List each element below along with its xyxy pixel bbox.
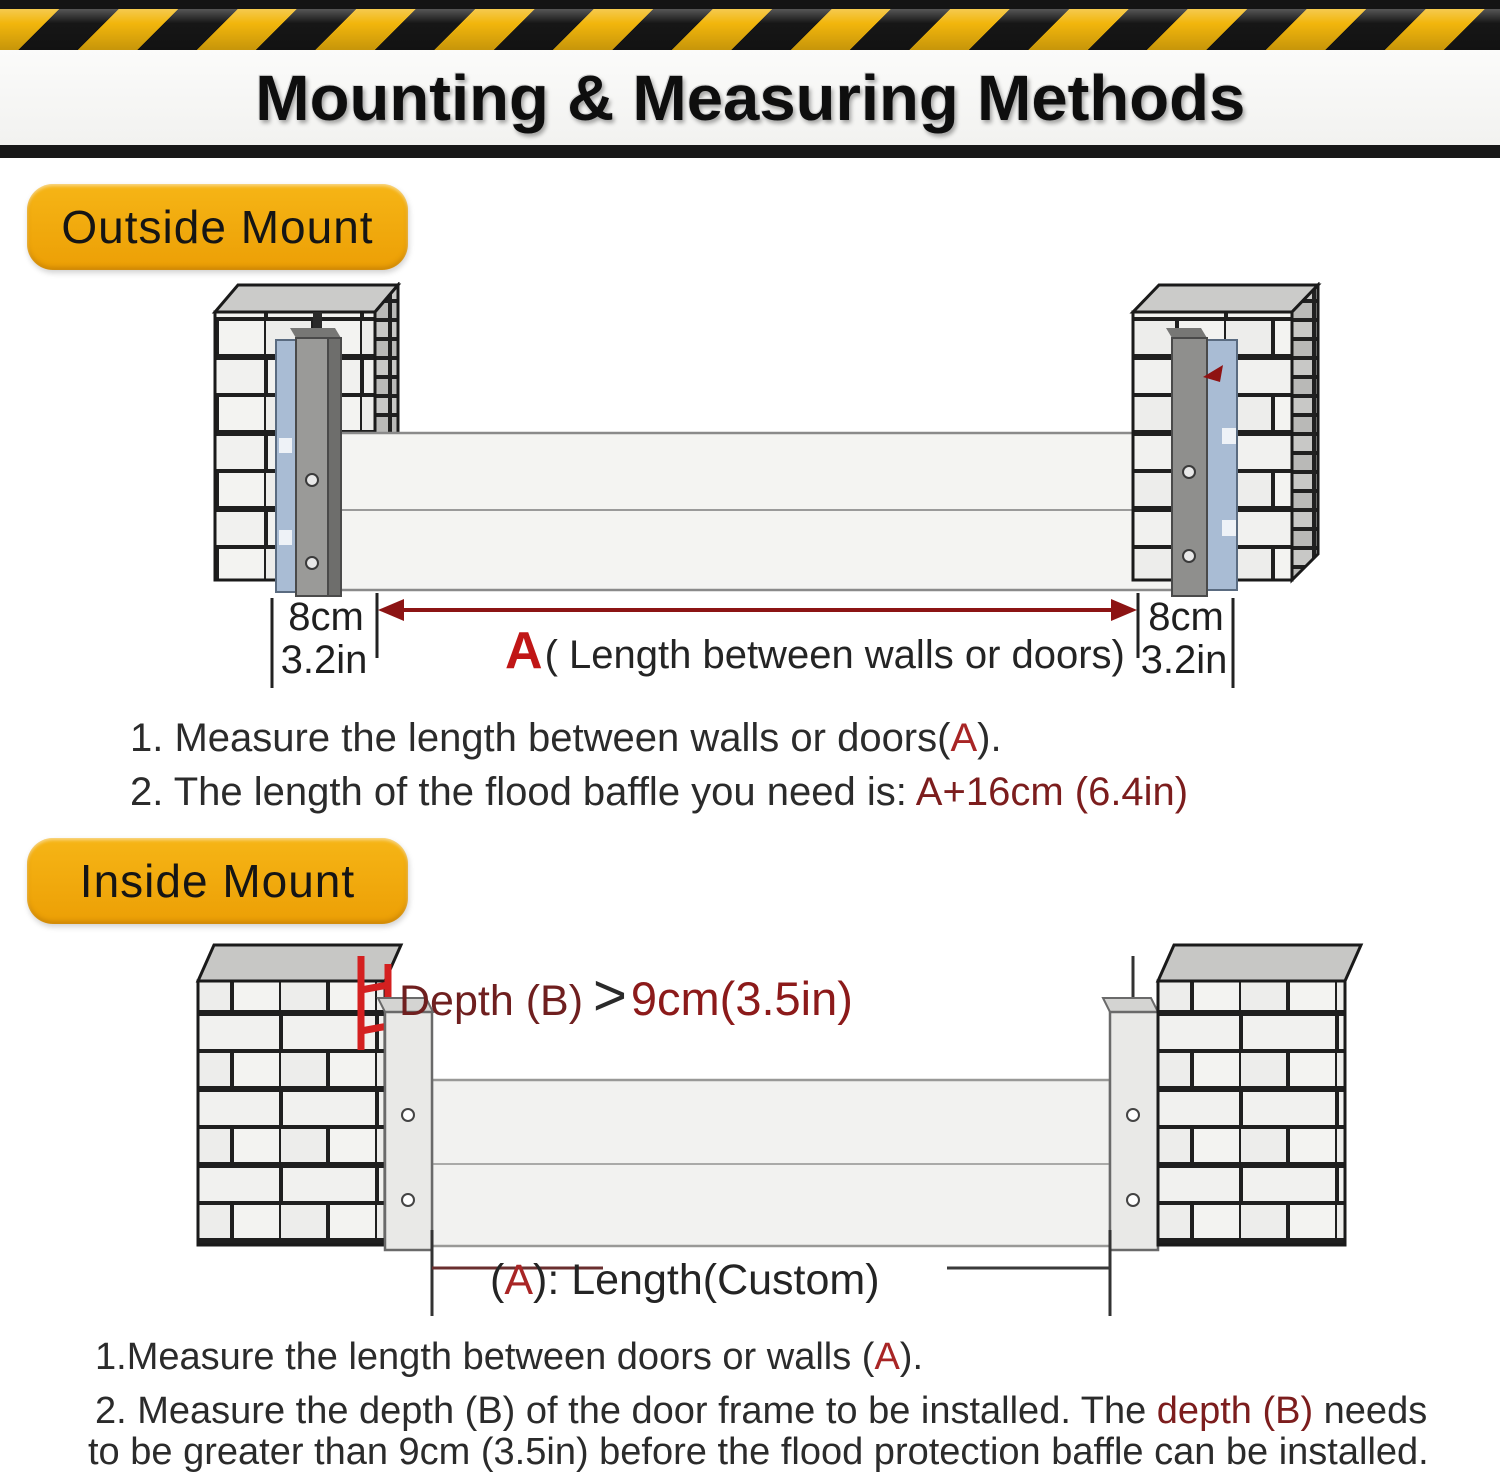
inside-step-1-text: 1.Measure the length between doors or walls ( [95, 1336, 875, 1378]
length-a-text: ( Length between walls or doors) [544, 633, 1125, 677]
depth-value: 9cm(3.5in) [630, 972, 853, 1025]
inside-step-1-a: A [874, 1336, 900, 1378]
screw-hole [306, 474, 318, 486]
measure-arrow [378, 599, 1137, 621]
title-band [0, 50, 1500, 145]
left-mounting-channel [290, 328, 341, 596]
left-offset-in: 3.2in [280, 638, 368, 682]
depth-label: Depth (B) [399, 977, 584, 1025]
inside-step-2-text: 2. Measure the depth (B) of the door frame to be installed. The [95, 1390, 1157, 1432]
length-custom-label [490, 1256, 880, 1305]
screw-hole [1183, 466, 1195, 478]
inside-step-2-depth: depth (B) [1156, 1390, 1314, 1432]
screw-hole [1127, 1109, 1139, 1121]
depth-requirement-label [399, 962, 853, 1029]
outside-step-2-formula: A+16cm (6.4in) [915, 770, 1189, 814]
right-offset-in: 3.2in [1140, 638, 1228, 682]
caution-tape-edge [0, 0, 1500, 9]
outside-mount-badge-label: Outside Mount [61, 201, 374, 253]
flood-barrier-panel [432, 1080, 1110, 1246]
length-a-letter: A [505, 622, 543, 680]
right-mounting-channel [1103, 956, 1158, 1250]
length-custom-text: ): Length(Custom) [533, 1256, 880, 1304]
caution-tape-stripes [0, 9, 1500, 50]
outside-step-2-text: 2. The length of the flood baffle you need is: [130, 770, 916, 814]
inside-step-2-line-2: to be greater than 9cm (3.5in) before the flood protection baffle can be installed. [88, 1431, 1429, 1473]
left-offset-cm: 8cm [288, 595, 364, 639]
inside-step-2-line-1 [95, 1390, 1427, 1433]
screw-hole [402, 1194, 414, 1206]
outside-step-1-end: ). [977, 716, 1002, 760]
length-custom-a: A [504, 1256, 534, 1304]
greater-than-sign: > [593, 963, 627, 1028]
right-offset-cm: 8cm [1148, 595, 1224, 639]
left-mounting-channel [378, 998, 433, 1250]
screw-hole [1127, 1194, 1139, 1206]
screw-hole [1183, 550, 1195, 562]
length-a-label [505, 621, 1125, 681]
outside-mount-badge [27, 184, 408, 270]
screw-hole [306, 557, 318, 569]
title-underline-bar [0, 145, 1500, 158]
outside-step-1 [130, 716, 1002, 761]
outside-step-2 [130, 770, 1188, 815]
outside-step-1-text: 1. Measure the length between walls or doors( [130, 716, 951, 760]
inside-step-1 [95, 1336, 923, 1379]
right-brick-pillar [1158, 945, 1361, 1245]
flood-barrier-panel [335, 433, 1180, 590]
screw-hole [402, 1109, 414, 1121]
outside-step-1-a: A [950, 716, 978, 760]
length-custom-open: ( [490, 1256, 505, 1304]
inside-mount-badge-label: Inside Mount [79, 855, 356, 907]
left-seal-strip [276, 340, 296, 592]
inside-step-1-end: ). [899, 1336, 924, 1378]
inside-mount-badge [27, 838, 408, 924]
inside-step-2-end: needs [1313, 1390, 1428, 1432]
page-title: Mounting & Measuring Methods [254, 61, 1246, 134]
